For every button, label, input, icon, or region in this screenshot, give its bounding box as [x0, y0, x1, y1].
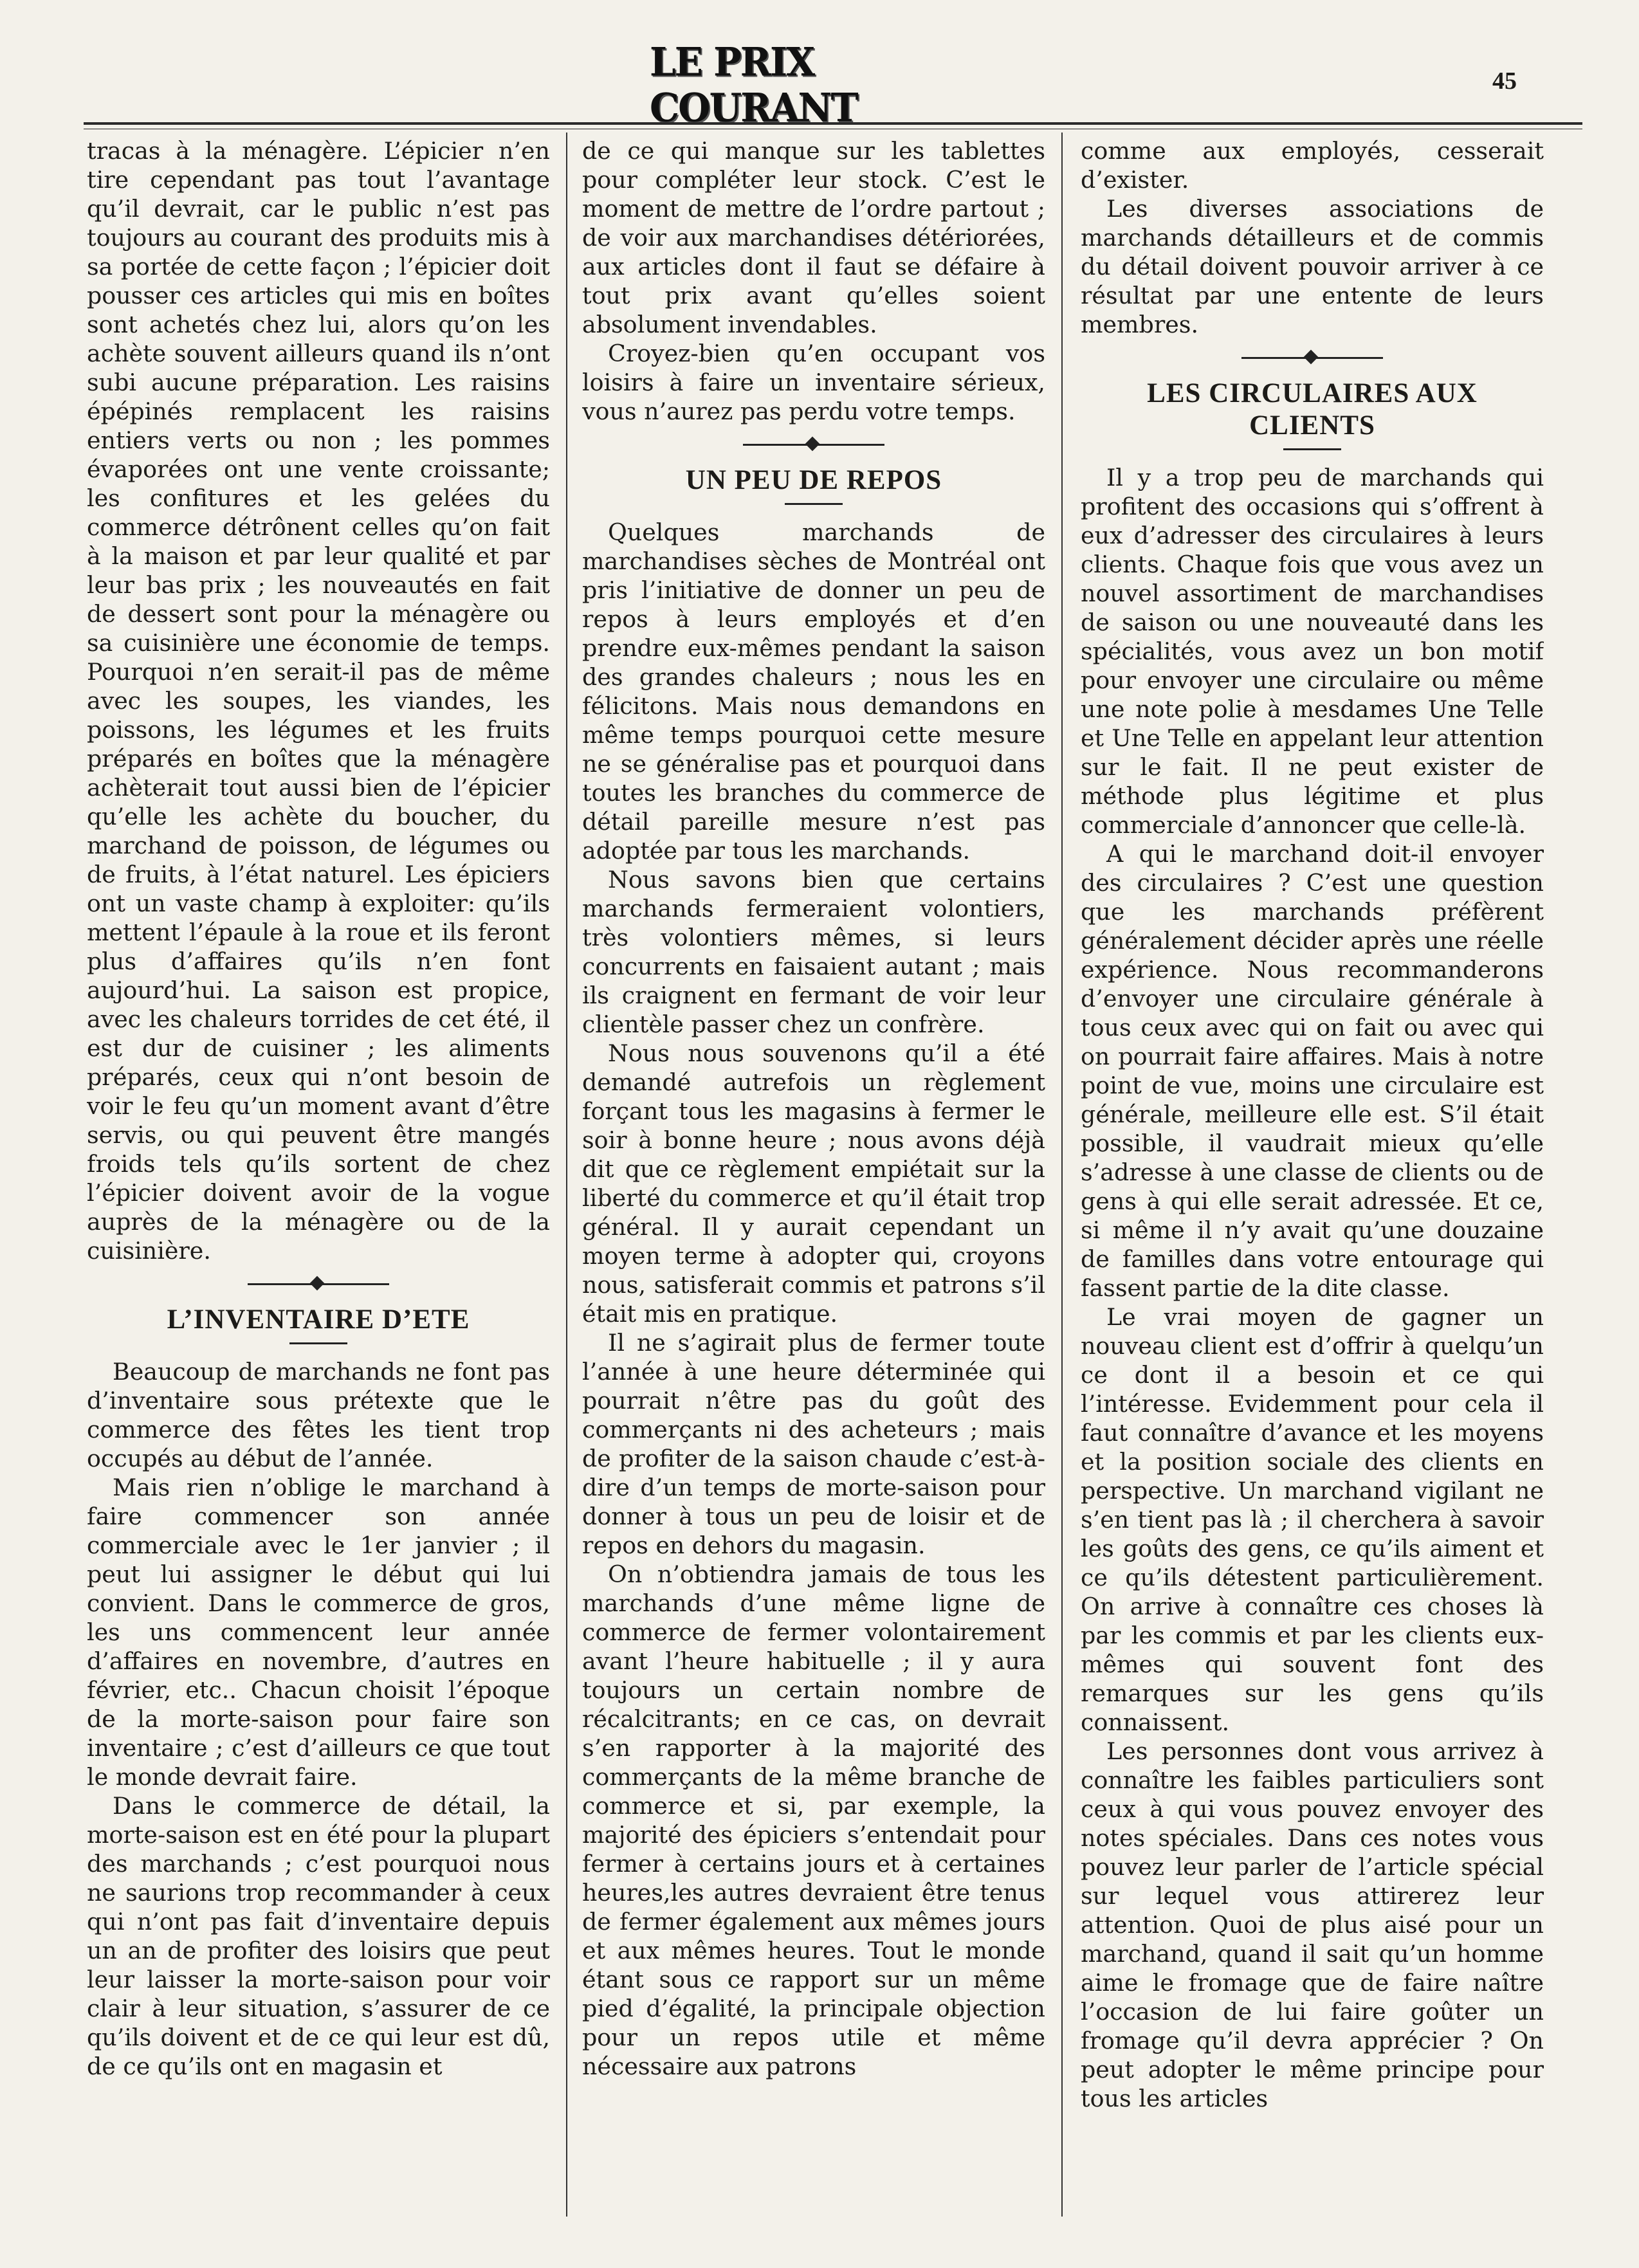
article-paragraph: A qui le marchand doit-il envoyer des circulaires ? C’est une question que les marchands préfèrent généralement décider après une réelle expérience. Nous recommanderons d’envoyer une circulaire générale à tous ceux avec qui on fait ou avec qui on pourrait faire affaires. Mais à notre point de vue, moins une circulaire est générale, meilleure elle est. S’il était possible, il vaudrait mieux qu’elle s’adresse à une classe de clients ou de gens à qui elle serait adressée. Et ce, si même il n’y avait qu’une douzaine de familles dans votre entourage qui fassent partie de la dite classe.	[1081, 840, 1544, 1302]
column-divider	[1061, 133, 1063, 2217]
article-paragraph: Les diverses associations de marchands détailleurs et de commis du détail doivent pouvoir arriver à ce résultat par une entente de leurs membres.	[1081, 195, 1544, 338]
column-divider	[566, 133, 567, 2217]
article-heading: UN PEU DE REPOS	[685, 465, 942, 495]
column-2	[582, 136, 1045, 2214]
article-paragraph: de ce qui manque sur les tablettes pour compléter leur stock. C’est le moment de mettre de l’ordre partout ; de voir aux marchandises détériorées, aux articles dont il faut se défaire à tout prix avant qu’elles soient absolument invendables.	[582, 137, 1045, 338]
article-paragraph: On n’obtiendra jamais de tous les marchands d’une même ligne de commerce de fermer volontairement avant l’heure habituelle ; il y aura toujours un certain nombre de récalcitrants; en ce cas, on devrait s’en rapporter à la majorité des commerçants de la même branche de commerce et si, par exemple, la majorité des épiciers s’entendait pour fermer à certains jours et à certaines heures,les autres devraient être tenus de fermer également aux mêmes jours et aux mêmes heures. Tout le monde étant sous ce rapport sur un même pied d’égalité, la principale objection pour un repos utile et même nécessaire aux patrons	[582, 1560, 1045, 2080]
header-rule	[84, 122, 1582, 125]
section-ornament	[582, 431, 1045, 457]
article-paragraph: Nous nous souvenons qu’il a été demandé autrefois un règlement forçant tous les magasins à fermer le soir à bonne heure ; nous avons déjà dit que ce règlement empiétait sur la liberté du commerce et qu’il était trop général. Il y aurait cependant un moyen terme à adopter qui, croyons nous, satisferait commis et patrons s’il était mis en pratique.	[582, 1039, 1045, 1328]
article-paragraph: comme aux employés, cesserait d’exister.	[1081, 137, 1544, 194]
article-paragraph: Mais rien n’oblige le marchand à faire commencer son année commerciale avec le 1er janvier ; il peut lui assigner le début qui lui convient. Dans le commerce de gros, les uns commencent leur année d’affaires en novembre, d’autres en février, etc.. Chacun choisit l’époque de la morte-saison pour faire son inventaire ; c’est d’ailleurs ce que tout le monde devrait faire.	[87, 1474, 550, 1791]
column-3	[1081, 136, 1544, 2214]
article-paragraph: Dans le commerce de détail, la morte-saison est en été pour la plupart des marchands ; c’est pourquoi nous ne saurions trop recommander à ceux qui n’ont pas fait d’inventaire depuis un an de profiter des loisirs que peut leur laisser la morte-saison pour voir clair à leur situation, s’assurer de ce qu’ils doivent et de ce qui leur est dû, de ce qu’ils ont en magasin et	[87, 1792, 550, 2080]
column-1	[87, 136, 550, 2214]
article-paragraph: Quelques marchands de marchandises sèches de Montréal ont pris l’initiative de donner un peu de repos à leurs employés et d’en prendre eux-mêmes pendant la saison des grandes chaleurs ; nous les en félicitons. Mais nous demandons en même temps pourquoi cette mesure ne se généralise pas et pourquoi dans toutes les branches du commerce de détail pareille mesure n’est pas adoptée par tous les marchands.	[582, 518, 1045, 864]
section-ornament	[1081, 344, 1544, 370]
article-paragraph: Il y a trop peu de marchands qui profitent des occasions qui s’offrent à eux d’adresser des circulaires à leurs clients. Chaque fois que vous avez un nouvel assortiment de marchandises de saison ou une nouveauté dans les spécialités, vous avez un bon motif pour envoyer une circulaire ou même une note polie à mesdames Une Telle et Une Telle en appelant leur attention sur le fait. Il ne peut exister de méthode plus légitime et plus commerciale d’annoncer que celle-là.	[1081, 464, 1544, 839]
article-paragraph: Il ne s’agirait plus de fermer toute l’année à une heure déterminée qui pourrait n’être pas du goût des commerçants ni des acheteurs ; mais de profiter de la saison chaude c’est-à-dire d’un temps de morte-saison pour donner à tous un peu de loisir et de repos en dehors du magasin.	[582, 1329, 1045, 1559]
article-paragraph: Croyez-bien qu’en occupant vos loisirs à faire un inventaire sérieux, vous n’aurez pas perdu votre temps.	[582, 340, 1045, 425]
article-paragraph: tracas à la ménagère. L’épicier n’en tire cependant pas tout l’avantage qu’il devrait, car le public n’est pas toujours au courant des produits mis à sa portée de cette façon ; l’épicier doit pousser ces articles qui mis en boîtes sont achetés chez lui, alors qu’on les achète souvent ailleurs quand ils n’ont subi aucune préparation. Les raisins épépinés remplacent les raisins entiers verts ou non ; les pommes évaporées ont une vente croissante; les confitures et les gelées du commerce détrônent celles qu’on fait à la maison et par leur qualité et par leur bas prix ; les nouveautés en fait de dessert sont pour la ménagère ou sa cuisinière une économie de temps. Pourquoi n’en serait-il pas de même avec les soupes, les viandes, les poissons, les légumes et les fruits préparés en boîtes que la ménagère achèterait tout aussi bien de l’épicier qu’elle les achète du boucher, du marchand de poisson, de légumes ou de fruits, à l’état naturel. Les épiciers ont un vaste champ à exploiter: qu’ils mettent l’épaule à la roue et ils feront plus d’affaires qu’ils n’en font aujourd’hui. La saison est propice, avec les chaleurs torrides de cet été, il est dur de cuisiner ; les aliments préparés, ceux qui n’ont besoin de voir le feu qu’un moment avant d’être servis, ou qui peuvent être mangés froids tels qu’ils sortent de chez l’épicier doivent avoir de la vogue auprès de la ménagère ou de la cuisinière.	[87, 137, 550, 1265]
masthead-title: LE PRIX COURANT	[650, 39, 857, 131]
heading-rule	[1283, 448, 1341, 450]
article-paragraph: Beaucoup de marchands ne font pas d’inventaire sous prétexte que le commerce des fêtes les tient trop occupés au début de l’année.	[87, 1358, 550, 1472]
page-number: 45	[1492, 68, 1517, 95]
article-paragraph: Les personnes dont vous arrivez à connaître les faibles particuliers sont ceux à qui vous pouvez envoyer des notes spéciales. Dans ces notes vous pouvez leur parler de l’article spécial sur lequel vous attirerez leur attention. Quoi de plus aisé pour un marchand, quand il sait qu’un homme aime le fromage que de faire naître l’occasion de lui faire goûter un fromage qu’il devra apprécier ? On peut adopter le même principe pour tous les articles	[1081, 1737, 1544, 2112]
section-ornament	[87, 1270, 550, 1296]
article-paragraph: Nous savons bien que certains marchands fermeraient volontiers, très volontiers mêmes, si leurs concurrents en faisaient autant ; mais ils craignent en fermant de voir leur clientèle passer chez un confrère.	[582, 866, 1045, 1038]
heading-rule	[289, 1342, 347, 1344]
article-heading: LES CIRCULAIRES AUX CLIENTS	[1147, 378, 1478, 441]
article-heading: L’INVENTAIRE D’ETE	[167, 1304, 470, 1335]
heading-rule	[785, 503, 843, 505]
article-paragraph: Le vrai moyen de gagner un nouveau client est d’offrir à quelqu’un ce dont il a besoin et ce qui l’intéresse. Evidemment pour cela il faut connaître d’avance et les moyens et la position sociale des clients en perspective. Un marchand vigilant ne s’en tient pas là ; il cherchera à savoir les goûts des gens, ce qu’ils aiment et ce qu’ils détestent particulièrement. On arrive à connaître ces choses là par les commis et par les clients eux-mêmes qui souvent font des remarques sur les gens qu’ils connaissent.	[1081, 1303, 1544, 1736]
masthead	[650, 39, 971, 131]
